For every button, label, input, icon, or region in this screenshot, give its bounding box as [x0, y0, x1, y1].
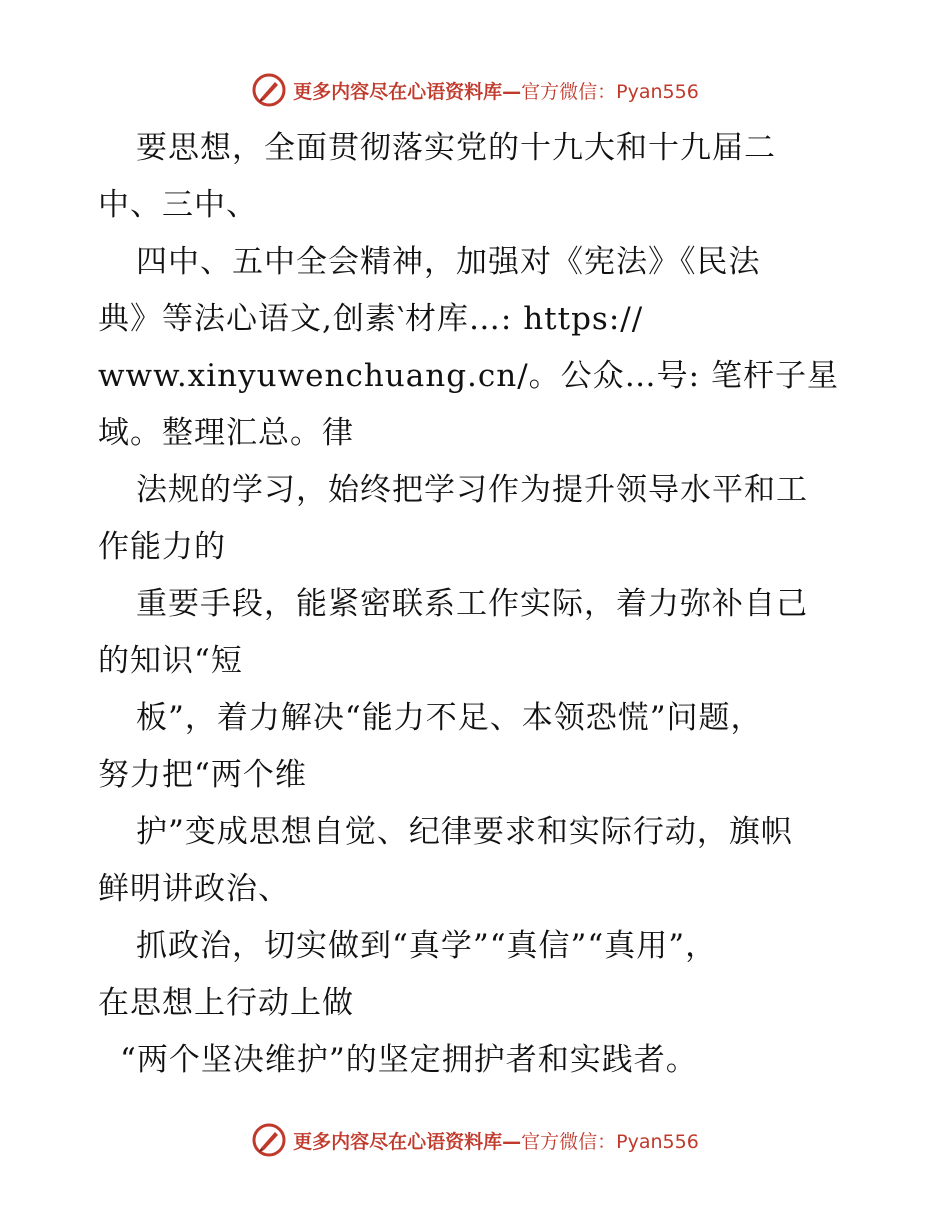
text-line: 作能力的 — [98, 529, 226, 565]
text-line: 的知识“短 — [98, 643, 243, 679]
footer-banner-text — [293, 1127, 699, 1154]
header-banner-text — [293, 77, 699, 104]
header-banner — [0, 70, 950, 110]
text-line: 护”变成思想自觉、纪律要求和实际行动，旗帜 — [136, 814, 793, 850]
document-body — [98, 120, 858, 1089]
text-line: 在思想上行动上做 — [98, 985, 354, 1021]
text-line: 重要手段，能紧密联系工作实际，着力弥补自己 — [136, 586, 808, 622]
text-line: 抓政治，切实做到“真学”“真信”“真用”， — [136, 928, 718, 964]
text-line: 板”，着力解决“能力不足、本领恐慌”问题， — [136, 700, 763, 736]
text-line: “两个坚决维护”的坚定拥护者和实践者。 — [120, 1042, 698, 1078]
text-line: 四中、五中全会精神，加强对《宪法》《民法 — [136, 244, 761, 280]
pen-logo-icon — [251, 1122, 287, 1158]
text-line: 中、三中、 — [98, 187, 258, 223]
text-line: 努力把“两个维 — [98, 757, 307, 793]
pen-logo-icon — [251, 72, 287, 108]
text-line: 法规的学习，始终把学习作为提升领导水平和工 — [136, 472, 808, 508]
footer-banner — [0, 1120, 950, 1160]
text-line: 鲜明讲政治、 — [98, 871, 290, 907]
text-line: 域。整理汇总。律 — [98, 415, 354, 451]
footer-banner-wechat: 官方微信：Pyan556 — [521, 1130, 699, 1153]
text-line: www.xinyuwenchuang.cn/。公众…号: 笔杆子星 — [98, 358, 839, 394]
header-banner-title: 更多内容尽在心语资料库— — [293, 80, 522, 103]
header-banner-wechat: 官方微信：Pyan556 — [521, 80, 699, 103]
text-line: 要思想，全面贯彻落实党的十九大和十九届二 — [136, 130, 776, 166]
footer-banner-title: 更多内容尽在心语资料库— — [293, 1130, 522, 1153]
text-line: 典》等法心语文,创素‵材库…: https:// — [98, 301, 644, 337]
